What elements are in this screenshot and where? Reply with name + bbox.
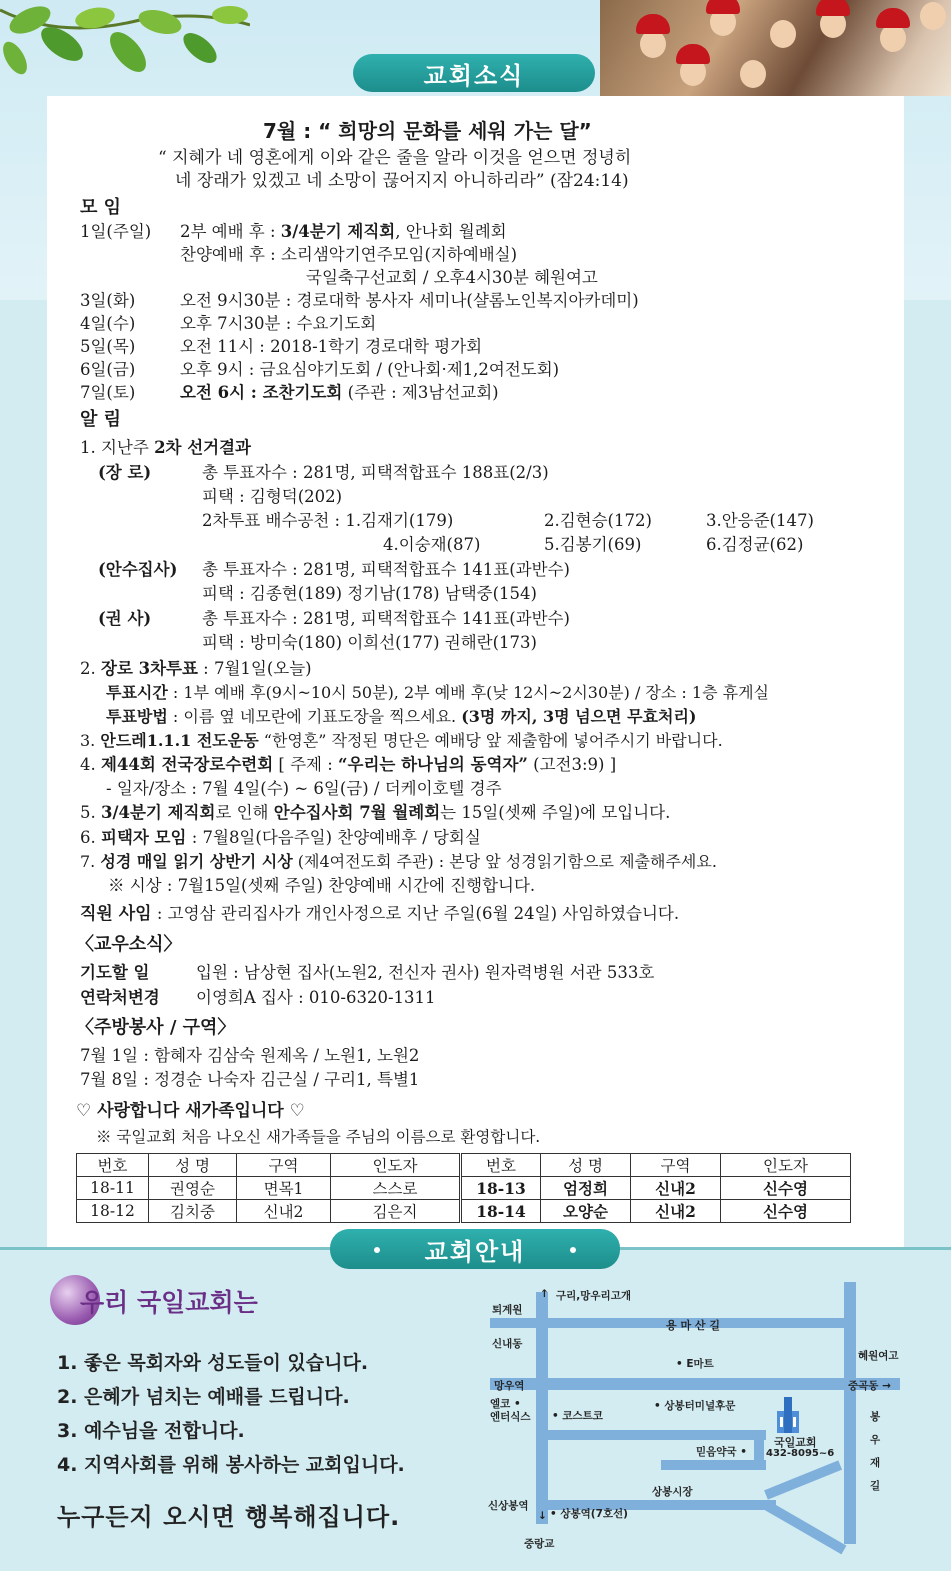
col-district: 구역 — [631, 1154, 721, 1177]
map-label: 믿음약국 • — [696, 1446, 747, 1458]
kitchen-heading: 〈주방봉사 / 구역〉 — [76, 1017, 236, 1038]
map-label: • E마트 — [676, 1358, 714, 1370]
decor-dot — [374, 1247, 380, 1253]
meeting-day: 7일(토) — [80, 383, 136, 402]
south-arrow-icon: ↓ — [538, 1510, 547, 1522]
meeting-item: 국일축구선교회 / 오후4시30분 혜원여고 — [306, 268, 598, 287]
meeting-item: 찬양예배 후 : 소리샘악기연주모임(지하예배실) — [180, 245, 518, 264]
leaves-illustration — [0, 0, 250, 90]
prayer-item: 입원 : 남상현 집사(노원2, 전신자 권사) 원자력병원 서관 533호 — [196, 963, 655, 982]
notice-4-detail: - 일자/장소 : 7월 4일(수) ~ 6일(금) / 더케이호텔 경주 — [106, 779, 502, 798]
candidate: 5.김봉기(69) — [544, 535, 642, 554]
map-label: 중랑교 — [524, 1538, 555, 1550]
notice-3: 3. 안드레1.1.1 전도운동 “한영혼” 작정된 명단은 예배당 앞 제출함에 넣어주시기 바랍니다. — [80, 731, 723, 750]
candidate: 3.안응준(147) — [706, 511, 814, 530]
map-label: 상봉시장 — [652, 1486, 693, 1498]
meeting-item: 오전 6시 : 조찬기도회 (주관 : 제3남선교회) — [180, 383, 499, 402]
map-label: 혜원여고 — [858, 1350, 899, 1362]
deacon-label: (안수집사) — [98, 560, 178, 579]
cell: 18-14 — [461, 1200, 541, 1223]
notice-1: 1. 지난주 2차 선거결과 — [80, 438, 251, 457]
elder-label: (장 로) — [98, 463, 152, 482]
elder-total: 총 투표자수 : 281명, 피택적합표수 188표(2/3) — [202, 463, 549, 482]
church-news-title — [353, 54, 595, 92]
cell: 신내2 — [631, 1200, 721, 1223]
cell: 스스로 — [331, 1177, 461, 1200]
road-pharmacy — [661, 1460, 766, 1470]
exhorter-total: 총 투표자수 : 281명, 피택적합표수 141표(과반수) — [202, 609, 570, 628]
cell: 신내2 — [631, 1177, 721, 1200]
welcome-item: 3. 예수님을 전합니다. — [57, 1420, 245, 1442]
closing-message: 누구든지 오시면 행복해집니다. — [57, 1503, 401, 1531]
meeting-item: 오후 7시30분 : 수요기도회 — [180, 314, 377, 333]
members-heading: 〈교우소식〉 — [76, 934, 182, 955]
map-label: 엘코 • 엔터식스 — [490, 1398, 531, 1423]
staff-notice: 직원 사임 : 고영삼 관리집사가 개인사정으로 지난 주일(6월 24일) 사임하였습니다. — [80, 904, 680, 924]
road-branch — [754, 1430, 764, 1462]
notice-5: 5. 3/4분기 제직회로 인해 안수집사회 7월 월례회는 15일(셋째 주일)에 모입니다. — [80, 803, 671, 822]
church-guide-title-text: 교회안내 — [424, 1237, 526, 1266]
cell: 18-13 — [461, 1177, 541, 1200]
meeting-item: 오전 11시 : 2018-1학기 경로대학 평가회 — [180, 337, 483, 356]
cell: 엄정희 — [541, 1177, 631, 1200]
church-guide-title — [330, 1229, 620, 1269]
meeting-day: 1일(주일) — [80, 222, 152, 241]
map-label-church: 국일교회 — [774, 1436, 817, 1449]
kitchen-item: 7월 8일 : 정경순 나숙자 김근실 / 구리1, 특별1 — [80, 1070, 420, 1089]
notice-4: 4. 제44회 전국장로수련회 [ 주제 : “우리는 하나님의 동역자” (고전3:9) ] — [80, 755, 617, 774]
road-diagonal — [764, 1501, 847, 1555]
exhorter-pick: 피택 : 방미숙(180) 이희선(177) 권해란(173) — [202, 633, 537, 652]
notice-2: 2. 장로 3차투표 : 7월1일(오늘) — [80, 659, 312, 678]
candidate: 2.김현승(172) — [544, 511, 652, 530]
welcome-item: 1. 좋은 목회자와 성도들이 있습니다. — [57, 1352, 369, 1374]
col-number: 번호 — [77, 1154, 149, 1177]
meeting-item: 오전 9시30분 : 경로대학 봉사자 세미나(샬롬노인복지아카데미) — [180, 291, 639, 310]
col-number: 번호 — [461, 1154, 541, 1177]
notice-6: 6. 피택자 모임 : 7월8일(다음주일) 찬양예배후 / 당회실 — [80, 828, 481, 847]
col-guide: 인도자 — [721, 1154, 851, 1177]
vote-time: 투표시간 : 1부 예배 후(9시~10시 50분), 2부 예배 후(낮 12시~2시30분) / 장소 : 1층 휴게실 — [106, 683, 769, 702]
map-label: • 코스트코 — [552, 1410, 603, 1422]
meetings-heading: 모 임 — [80, 197, 122, 218]
map-label: 퇴계원 — [492, 1304, 523, 1316]
meeting-day: 4일(수) — [80, 314, 136, 333]
table-row — [77, 1177, 851, 1200]
table-header-row — [77, 1154, 851, 1177]
cell: 권영순 — [149, 1177, 237, 1200]
cell: 김은지 — [331, 1200, 461, 1223]
col-name: 성 명 — [541, 1154, 631, 1177]
new-family-heading: ♡ 사랑합니다 새가족입니다 ♡ — [76, 1101, 305, 1121]
map-label: 용 마 산 길 — [666, 1319, 720, 1332]
col-guide: 인도자 — [331, 1154, 461, 1177]
meeting-day: 6일(금) — [80, 360, 136, 379]
table-row — [77, 1200, 851, 1223]
new-family-note: ※ 국일교회 처음 나오신 새가족들을 주님의 이름으로 환영합니다. — [96, 1128, 541, 1146]
cell: 김치중 — [149, 1200, 237, 1223]
welcome-item: 2. 은혜가 넘치는 예배를 드립니다. — [57, 1386, 350, 1408]
map-label-tel: 432-8095~6 — [766, 1448, 835, 1459]
deacon-total: 총 투표자수 : 281명, 피택적합표수 141표(과반수) — [202, 560, 570, 579]
road-main — [490, 1378, 900, 1390]
kitchen-item: 7월 1일 : 함혜자 김삼숙 원제옥 / 노원1, 노원2 — [80, 1046, 420, 1065]
verse-line-2: 네 장래가 있겠고 네 소망이 끊어지지 아니하리라” (잠24:14) — [175, 171, 629, 191]
elder-recommend: 2차투표 배수공천 : 1.김재기(179) — [202, 511, 454, 530]
church-news-title-text: 교회소식 — [423, 61, 525, 90]
location-map — [486, 1280, 906, 1560]
road-diagonal — [764, 1460, 842, 1499]
cell: 신수영 — [721, 1200, 851, 1223]
cell: 신수영 — [721, 1177, 851, 1200]
cell: 오양순 — [541, 1200, 631, 1223]
map-label: 봉 우 재 길 — [870, 1411, 881, 1492]
cell: 면목1 — [237, 1177, 331, 1200]
exhorter-label: (권 사) — [98, 609, 152, 628]
road-costco — [536, 1430, 766, 1440]
map-label: 망우역 — [494, 1380, 525, 1392]
map-label: • 상봉역(7호선) — [550, 1508, 628, 1520]
map-label: • 상봉터미널후문 — [654, 1400, 736, 1412]
north-arrow-icon: ↑ — [540, 1288, 549, 1300]
col-district: 구역 — [237, 1154, 331, 1177]
map-label: 신내동 — [492, 1338, 523, 1350]
meeting-day: 5일(목) — [80, 337, 136, 356]
meeting-day: 3일(화) — [80, 291, 136, 310]
notice-7: 7. 성경 매일 읽기 상반기 시상 (제4여전도회 주관) : 본당 앞 성경읽기함으로 제출해주세요. — [80, 852, 717, 871]
welcome-item: 4. 지역사회를 위해 봉사하는 교회입니다. — [57, 1454, 405, 1476]
month-theme: 7월 : “ 희망의 문화를 세워 가는 달” — [263, 119, 592, 143]
map-label: 중곡동 → — [848, 1380, 891, 1392]
new-family-table — [76, 1153, 851, 1223]
decor-dot — [570, 1247, 576, 1253]
col-name: 성 명 — [149, 1154, 237, 1177]
welcome-title: 우리 국일교회는 — [80, 1288, 258, 1317]
meeting-item: 2부 예배 후 : 3/4분기 제직회, 안나회 월례회 — [180, 222, 507, 241]
map-label: 구리,망우리고개 — [556, 1290, 631, 1302]
elder-pick: 피택 : 김형덕(202) — [202, 487, 343, 506]
cell: 신내2 — [237, 1200, 331, 1223]
cell: 18-11 — [77, 1177, 149, 1200]
contact-item: 이영희A 집사 : 010-6320-1311 — [196, 988, 436, 1007]
meeting-item: 오후 9시 : 금요심야기도회 / (안나회·제1,2여전도회) — [180, 360, 560, 379]
prayer-label: 기도할 일 — [80, 963, 150, 982]
cell: 18-12 — [77, 1200, 149, 1223]
choir-photo — [600, 0, 951, 96]
deacon-pick: 피택 : 김종현(189) 정기남(178) 남택중(154) — [202, 584, 537, 603]
contact-label: 연락처변경 — [80, 988, 160, 1007]
map-label: 신상봉역 — [488, 1500, 529, 1512]
candidate: 4.이숭재(87) — [383, 535, 481, 554]
verse-line-1: “ 지혜가 네 영혼에게 이와 같은 줄을 알라 이것을 얻으면 정녕히 — [158, 148, 632, 168]
candidate: 6.김정균(62) — [706, 535, 804, 554]
notice-7-detail: ※ 시상 : 7월15일(셋째 주일) 찬양예배 시간에 진행합니다. — [108, 876, 536, 895]
church-building-icon — [775, 1395, 801, 1433]
notices-heading: 알 림 — [80, 409, 122, 430]
vote-method: 투표방법 : 이름 옆 네모란에 기표도장을 찍으세요. (3명 까지, 3명 넘으면 무효처리) — [106, 707, 697, 726]
